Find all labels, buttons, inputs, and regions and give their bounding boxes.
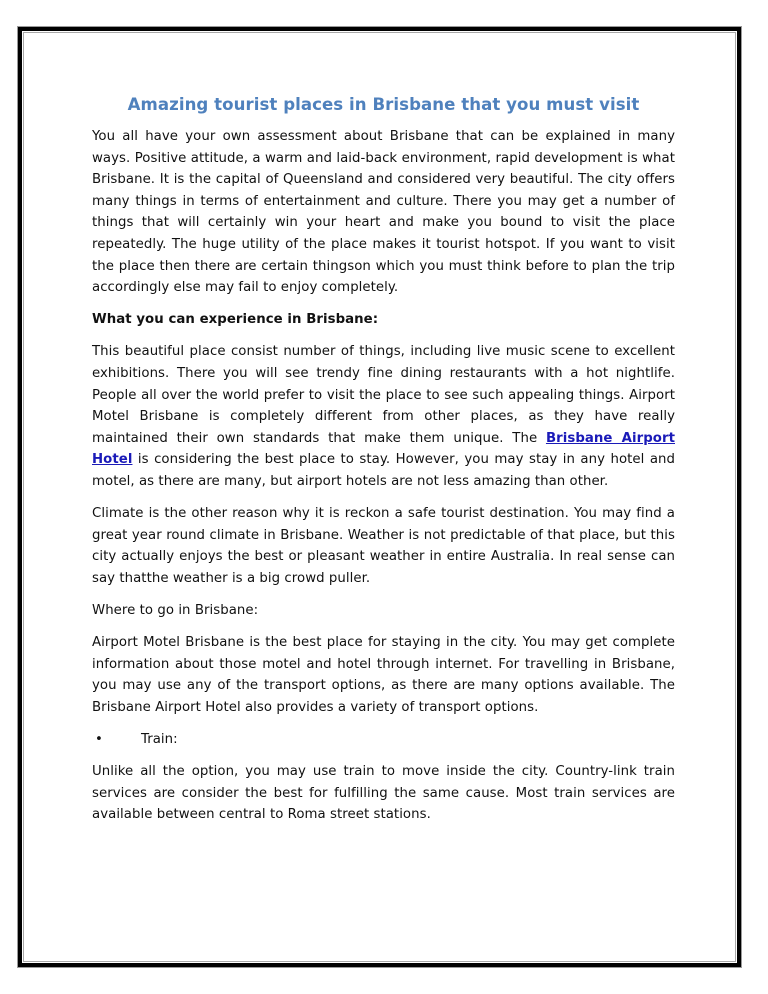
document-title: Amazing tourist places in Brisbane that you must visit: [127, 95, 640, 114]
train-paragraph: Unlike all the option, you may use train to move inside the city. Country-link train services are consider the best for fulfilling the same cause. Most train services are available between central to Roma street stations.: [92, 763, 675, 823]
bullet-label: Train:: [141, 731, 178, 747]
document-body: [92, 94, 675, 836]
brisbane-airport-hotel-link[interactable]: Brisbane Airport Hotel: [92, 430, 675, 468]
section-heading-where: Where to go in Brisbane:: [92, 602, 259, 618]
bullet-icon: •: [95, 731, 103, 747]
experience-paragraph: [92, 341, 675, 492]
section-heading-experience: What you can experience in Brisbane:: [92, 312, 379, 328]
climate-paragraph: Climate is the other reason why it is reckon a safe tourist destination. You may find a great year round climate in Brisbane. Weather is not predictable of that place, but this city actually enjoys the best or pleasant weather in entire Australia. In real sense can say thatthe weather is a big crowd puller.: [92, 506, 675, 586]
experience-text-before-link: This beautiful place consist number of things, including live music scene to excellent exhibitions. There you will see trendy fine dining restaurants with a hot nightlife. People all over the world prefer to visit the place to see such appealing things. Airport Motel Brisbane is completely different from other places, as they have really maintained their own standards that make them unique. The: [92, 344, 675, 446]
intro-paragraph: You all have your own assessment about Brisbane that can be explained in many ways. Positive attitude, a warm and laid-back environment, rapid development is what Brisbane. It is the capital of Queensland and considered very beautiful. The city offers many things in terms of entertainment and culture. There you may get a number of things that will certainly win your heart and make you bound to visit the place repeatedly. The huge utility of the place makes it tourist hotspot. If you want to visit the place then there are certain thingson which you must think before to plan the trip accordingly else may fail to enjoy completely.: [92, 129, 675, 296]
bullet-item-train: [92, 729, 675, 751]
where-paragraph: Airport Motel Brisbane is the best place for staying in the city. You may get complete information about those motel and hotel through internet. For travelling in Brisbane, you may use any of the transport options, as there are many options available. The Brisbane Airport Hotel also provides a variety of transport options.: [92, 634, 675, 715]
experience-text-after-link: is considering the best place to stay. However, you may stay in any hotel and motel, as there are many, but airport hotels are not less amazing than other.: [92, 452, 675, 489]
